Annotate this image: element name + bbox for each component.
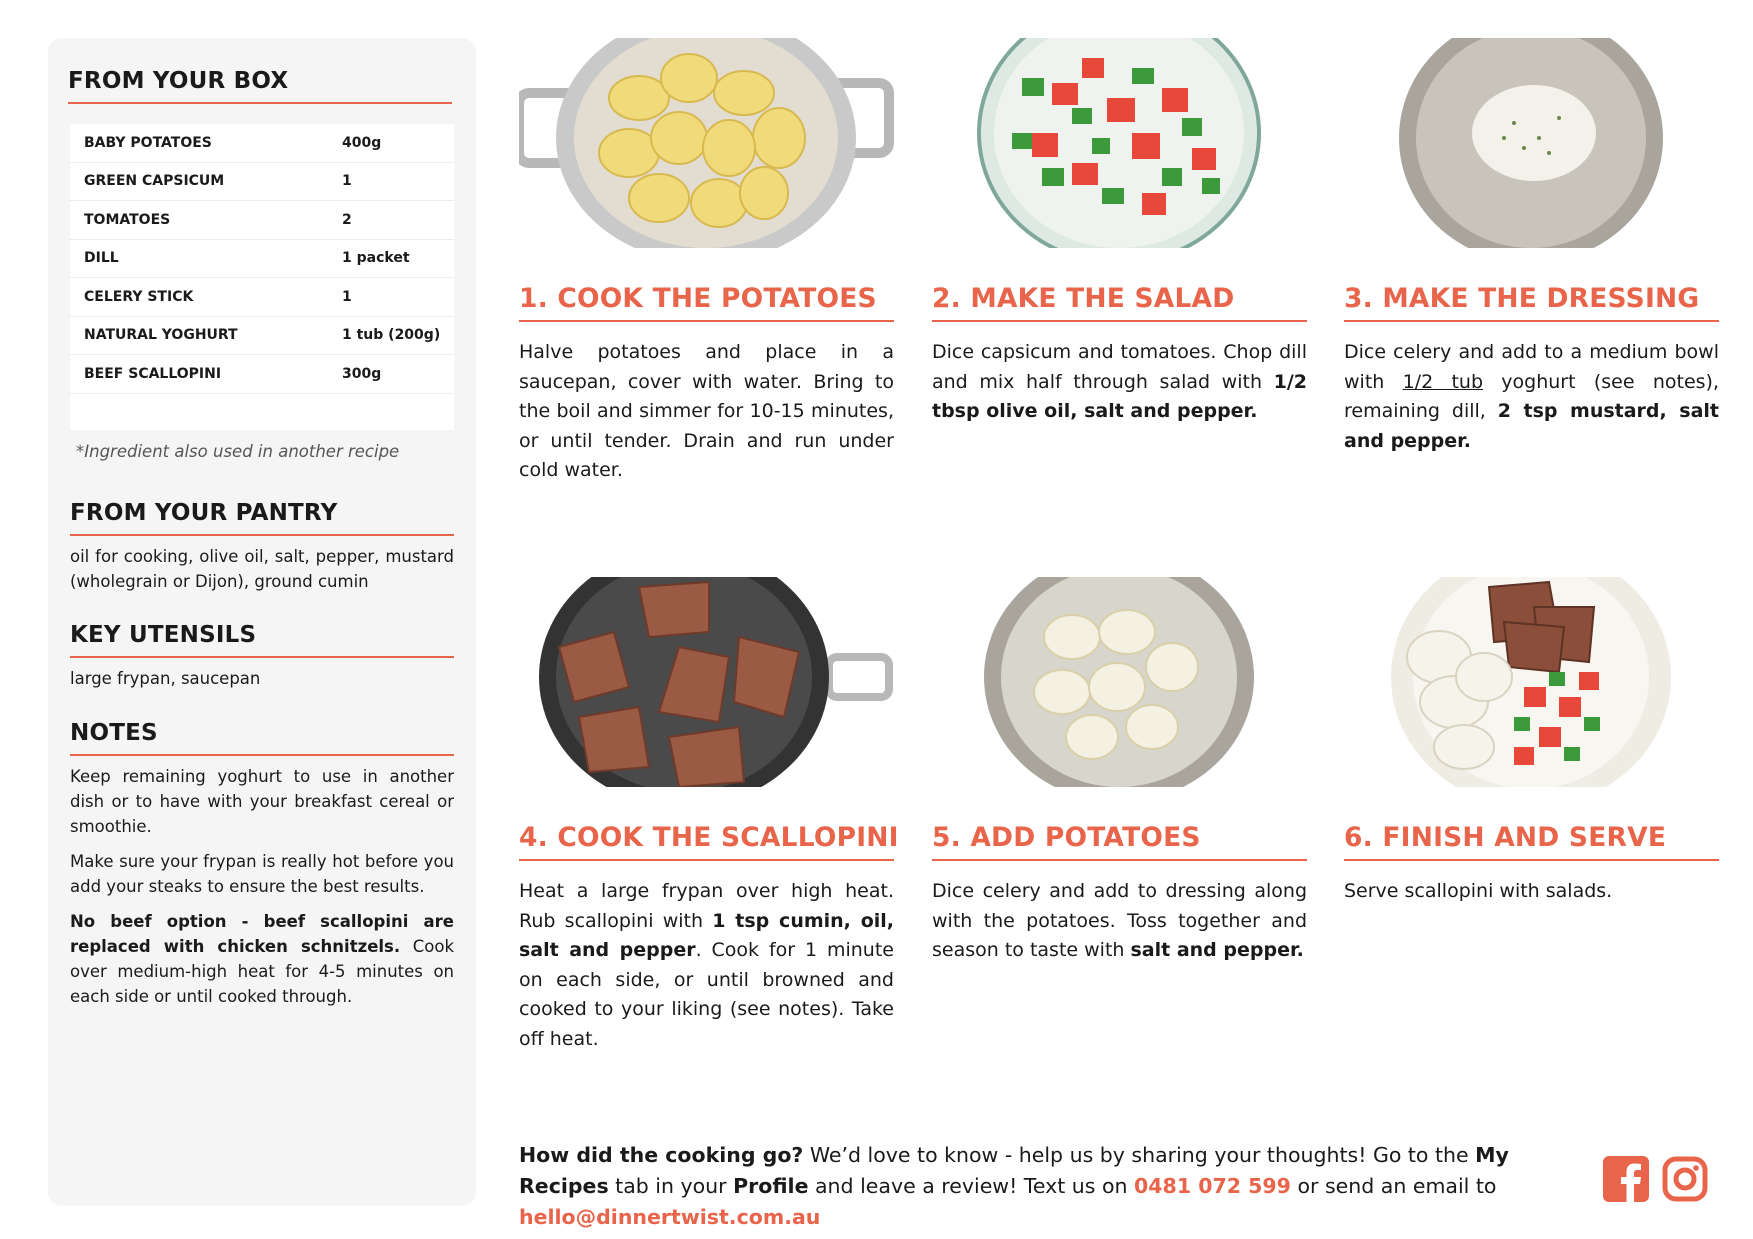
footer-text: and leave a review! Text us on: [808, 1174, 1135, 1198]
step-text-part: Dice celery and add to a medium bowl with: [1344, 341, 1719, 393]
ingredient-qty: 1: [342, 288, 352, 305]
step-text-bold: salt and pepper.: [1130, 939, 1304, 961]
ingredient-qty: 300g: [342, 365, 382, 382]
ingredient-name: BEEF SCALLOPINI: [84, 365, 222, 382]
ingredient-row: [70, 317, 454, 356]
step-text: [932, 877, 1307, 966]
ingredient-name: DILL: [84, 250, 119, 267]
step-text-bold: 1 tsp cumin, oil, salt and pepper: [519, 909, 894, 961]
potatoes-photo: [519, 38, 894, 248]
step-6: [1344, 577, 1719, 907]
pantry-text: oil for cooking, olive oil, salt, pepper, mustard (wholegrain or Dijon), ground cumin: [70, 547, 454, 591]
ingredient-qty: 2: [342, 211, 352, 228]
step-2: [932, 38, 1307, 427]
ingredient-note: *Ingredient also used in another recipe: [76, 442, 400, 461]
step-text: Halve potatoes and place in a saucepan, cover with water. Bring to the boil and simmer for 10-15 minutes, or until tender. Drain and run under cold water.: [519, 341, 894, 481]
notes-heading: NOTES: [70, 720, 454, 756]
footer-text: We’d love to know - help us by sharing your thoughts! Go to the: [803, 1143, 1476, 1167]
step-text: [932, 338, 1307, 427]
step-5: [932, 577, 1307, 966]
profile-label: Profile: [733, 1174, 809, 1198]
ingredient-qty: 1 tub (200g): [342, 327, 441, 344]
ingredient-qty: 1 packet: [342, 250, 410, 267]
ingredient-row: [70, 240, 454, 279]
step-text: [1344, 338, 1719, 456]
pantry-heading: FROM YOUR PANTRY: [70, 500, 454, 536]
step-text-bold: 2 tsp mustard, salt and pepper.: [1344, 400, 1719, 452]
step-title: 2. MAKE THE SALAD: [932, 283, 1307, 322]
feedback-footer: [519, 1140, 1579, 1233]
served-plate-photo: [1344, 577, 1719, 787]
instagram-icon[interactable]: [1662, 1156, 1708, 1202]
ingredients-table: [70, 124, 454, 430]
step-text: [519, 877, 894, 1054]
note-paragraph: Keep remaining yoghurt to use in another dish or to have with your breakfast cereal or smoothie.: [70, 767, 454, 836]
my-recipes-label: My Recipes: [519, 1143, 1509, 1198]
potato-salad-photo: [932, 577, 1307, 787]
scallopini-photo: [519, 577, 894, 787]
step-text-part: . Cook for 1 minute on each side, or until browned and cooked to your liking (see notes). Take off heat.: [519, 939, 894, 1050]
ingredient-name: GREEN CAPSICUM: [84, 173, 225, 190]
step-text-part: Dice capsicum and tomatoes. Chop dill and mix half through salad with: [932, 341, 1307, 393]
footer-question: How did the cooking go?: [519, 1143, 804, 1167]
dressing-photo: [1344, 38, 1719, 248]
footer-text: tab in your: [608, 1174, 734, 1198]
step-title: 4. COOK THE SCALLOPINI: [519, 822, 894, 861]
email-link[interactable]: hello@dinnertwist.com.au: [519, 1205, 821, 1229]
ingredient-name: BABY POTATOES: [84, 134, 212, 151]
footer-text: or send an email to: [1290, 1174, 1497, 1198]
ingredients-sidebar: [48, 38, 476, 1206]
ingredient-row: [70, 124, 454, 163]
ingredient-name: TOMATOES: [84, 211, 171, 228]
step-text: Serve scallopini with salads.: [1344, 880, 1613, 902]
facebook-icon[interactable]: [1603, 1156, 1649, 1202]
step-text-bold: 1/2 tbsp olive oil, salt and pepper.: [932, 370, 1307, 422]
ingredient-name: NATURAL YOGHURT: [84, 327, 238, 344]
from-your-box-heading: FROM YOUR BOX: [68, 68, 452, 104]
step-text-part: yoghurt (see notes), remaining dill,: [1344, 370, 1719, 422]
note-paragraph: [70, 909, 454, 1009]
step-text-underline: 1/2 tub: [1402, 370, 1484, 393]
step-4: [519, 577, 899, 1054]
step-1: [519, 38, 894, 486]
ingredient-row: [70, 163, 454, 202]
notes-text: [70, 764, 454, 1019]
step-title: 6. FINISH AND SERVE: [1344, 822, 1719, 861]
ingredient-name: CELERY STICK: [84, 288, 194, 305]
note-paragraph: Make sure your frypan is really hot before you add your steaks to ensure the best results.: [70, 852, 454, 896]
ingredient-row: [70, 278, 454, 317]
phone-link[interactable]: 0481 072 599: [1134, 1174, 1291, 1198]
step-text-part: Dice celery and add to dressing along with the potatoes. Toss together and season to taste with: [932, 880, 1307, 961]
step-title: 1. COOK THE POTATOES: [519, 283, 894, 322]
salad-photo: [932, 38, 1307, 248]
ingredient-qty: 1: [342, 173, 352, 190]
note-bold: No beef option - beef scallopini are replaced with chicken schnitzels.: [70, 912, 454, 956]
step-title: 5. ADD POTATOES: [932, 822, 1307, 861]
step-title: 3. MAKE THE DRESSING: [1344, 283, 1719, 322]
note-text: Cook over medium-high heat for 4-5 minutes on each side or until cooked through.: [70, 937, 454, 1006]
ingredient-row: [70, 201, 454, 240]
step-3: [1344, 38, 1719, 456]
utensils-text: large frypan, saucepan: [70, 669, 261, 688]
ingredient-row: [70, 355, 454, 394]
utensils-heading: KEY UTENSILS: [70, 622, 454, 658]
ingredient-qty: 400g: [342, 134, 382, 151]
step-text-part: Heat a large frypan over high heat. Rub scallopini with: [519, 880, 894, 932]
